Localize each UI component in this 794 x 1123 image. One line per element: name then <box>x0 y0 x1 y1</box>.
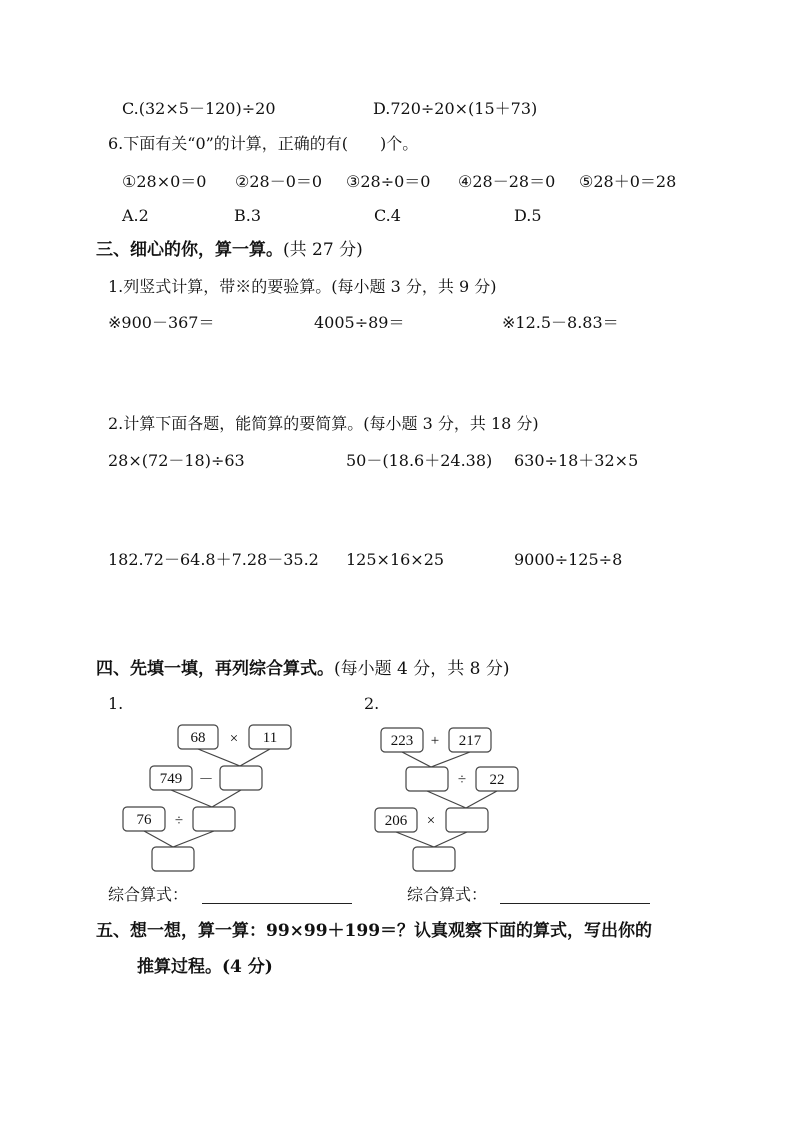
connector <box>402 752 470 767</box>
section3-title: 三、细心的你，算一算。 <box>96 240 283 260</box>
value-11: 11 <box>262 730 278 746</box>
calc-item: 50－(18.6＋24.38) <box>346 451 493 470</box>
connector <box>198 749 270 766</box>
q5-option-c: C.(32×5－120)÷20 <box>122 99 276 118</box>
operator-plus: + <box>430 733 440 749</box>
calc-item: 28×(72－18)÷63 <box>108 451 245 470</box>
formula-label-1: 综合算式： <box>108 885 189 904</box>
q6-item: ①28×0＝0 <box>122 172 207 191</box>
calc-item: 630÷18＋32×5 <box>514 451 639 470</box>
calc-item: 9000÷125÷8 <box>514 550 623 569</box>
q6-item: ②28－0＝0 <box>235 172 323 191</box>
section4-note: (每小题 4 分，共 8 分) <box>334 659 510 679</box>
q6-item: ③28÷0＝0 <box>346 172 431 191</box>
operator-divide: ÷ <box>174 813 184 829</box>
operator-minus: － <box>198 772 214 788</box>
blank-box[interactable] <box>220 766 262 790</box>
section5-line2: 推算过程。(4 分) <box>137 957 273 977</box>
connector <box>427 791 497 808</box>
q5-option-d: D.720÷20×(15＋73) <box>373 99 538 118</box>
calc-item: 125×16×25 <box>346 550 445 569</box>
problem2-number: 2. <box>364 694 380 713</box>
connector <box>171 790 241 807</box>
section3-part1-label: 1.列竖式计算，带※的要验算。(每小题 3 分，共 9 分) <box>108 277 497 296</box>
operator-divide: ÷ <box>457 772 467 788</box>
value-749: 749 <box>159 771 183 787</box>
connector <box>144 831 214 847</box>
value-223: 223 <box>390 733 414 749</box>
operator-times: × <box>426 813 436 829</box>
result-box[interactable] <box>413 847 455 871</box>
q6-stem: 6.下面有关“0”的计算，正确的有( )个。 <box>108 134 419 153</box>
q6-item: ④28－28＝0 <box>458 172 556 191</box>
operator-times: × <box>229 731 239 747</box>
q6-item: ⑤28＋0＝28 <box>579 172 677 191</box>
blank-box[interactable] <box>406 767 448 791</box>
connector <box>396 832 467 847</box>
formula-answer-line-2[interactable] <box>500 903 650 904</box>
blank-box[interactable] <box>446 808 488 832</box>
value-76: 76 <box>136 812 152 828</box>
result-box[interactable] <box>152 847 194 871</box>
calc-item: ※900－367＝ <box>108 313 215 332</box>
calc-item: 4005÷89＝ <box>314 313 405 332</box>
tree2 <box>375 728 518 871</box>
section5-line1: 五、想一想，算一算：99×99＋199＝？认真观察下面的算式，写出你的 <box>96 921 653 941</box>
value-217: 217 <box>458 733 482 749</box>
blank-box[interactable] <box>193 807 235 831</box>
q6-choice-d: D.5 <box>514 206 542 225</box>
q6-choice-a: A.2 <box>122 206 149 225</box>
q6-choice-b: B.3 <box>234 206 262 225</box>
section4-title: 四、先填一填，再列综合算式。 <box>96 659 334 679</box>
formula-answer-line-1[interactable] <box>202 903 352 904</box>
value-22: 22 <box>489 772 505 788</box>
q6-choice-c: C.4 <box>374 206 401 225</box>
section3-part2-label: 2.计算下面各题，能简算的要简算。(每小题 3 分，共 18 分) <box>108 414 539 433</box>
section3-note: (共 27 分) <box>283 240 363 260</box>
value-68: 68 <box>190 730 206 746</box>
value-206: 206 <box>384 813 408 829</box>
formula-label-2: 综合算式： <box>407 885 488 904</box>
calc-item: ※12.5－8.83＝ <box>502 313 619 332</box>
problem1-number: 1. <box>108 694 124 713</box>
calc-item: 182.72－64.8＋7.28－35.2 <box>108 550 319 569</box>
tree1 <box>123 725 291 871</box>
